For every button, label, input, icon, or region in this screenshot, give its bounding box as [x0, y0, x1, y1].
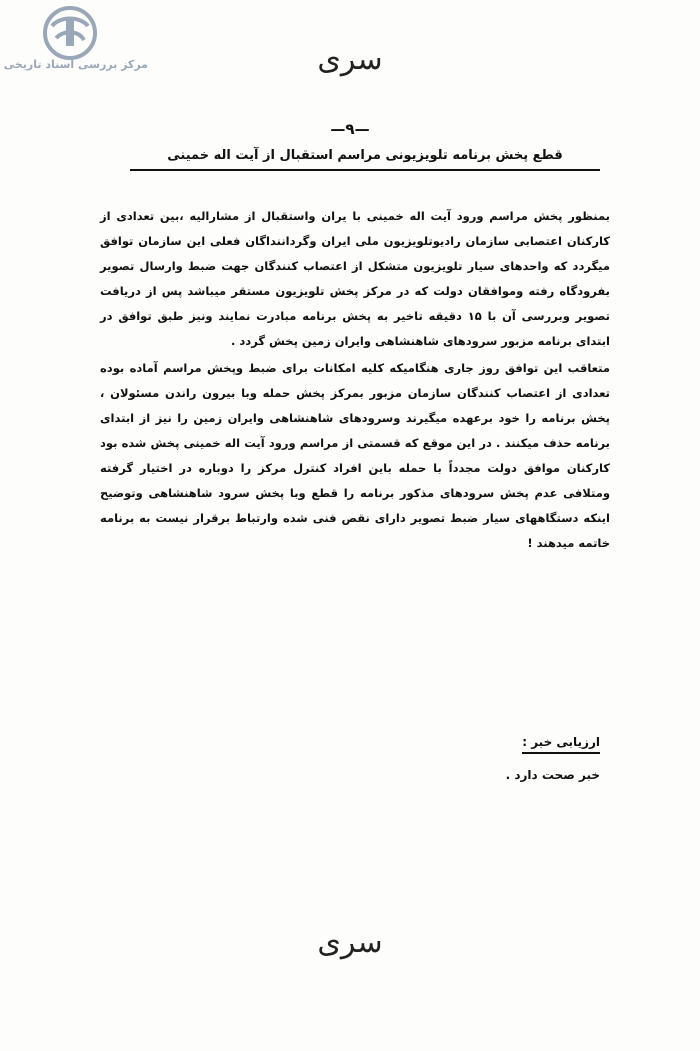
classification-top: سری	[317, 42, 383, 77]
document-body	[100, 204, 610, 556]
evaluation-heading: ارزیابی خبر :	[522, 735, 600, 754]
document-title: قطع پخش برنامه تلویزیونی مراسم استقبال از آیت اله خمینی	[130, 148, 600, 171]
evaluation-value: خبر صحت دارد .	[505, 768, 600, 782]
classification-bottom: سری	[317, 925, 383, 960]
body-paragraph-1: بمنظور پخش مراسم ورود آیت اله خمینی با یران واستقبال از مشارالیه ،بین تعدادی از کارکنان اعتصابی سازمان رادیوتلویزیون ملی ایران وگرداننداگان فعلی این سازمان توافق میگردد که واحدهای سیار تلویزیون متشکل از اعتصاب کنندگان جهت ضبط وارسال تصویر بفرودگاه رفته وموافقان دولت که در مرکز پخش تلویزیون مستقر میباشد پس از دریافت تصویر وبررسی آن با ۱۵ دقیقه تاخیر به پخش برنامه مبادرت نمایند ونیز طبق توافق در ابتدای برنامه مزبور سرودهای شاهنشاهی وایران زمین پخش گردد .	[100, 209, 610, 348]
evaluation-block	[380, 735, 600, 782]
document-number: —۹—	[330, 120, 370, 138]
watermark-text: مرکز بررسی اسناد تاریخی	[3, 58, 148, 71]
body-paragraph-2: متعاقب این توافق روز جاری هنگامیکه کلیه امکانات برای ضبط وپخش مراسم آماده بوده تعدادی از اعتصاب کنندگان سازمان مزبور بمرکز پخش حمله وبا بیرون راندن مسئولان ، پخش برنامه را خود برعهده میگیرند وسرودهای شاهنشاهی وایران زمین را نیز از ابتدای برنامه حذف میکنند . در این موقع که قسمتی از مراسم ورود آیت اله خمینی پخش شده بود کارکنان موافق دولت مجدداً با حمله باین افراد کنترل مرکز را دوباره در اختیار گرفته ومتلافی عدم پخش سرودهای مذکور برنامه را قطع وبا پخش سرود شاهنشاهی وتوضیح اینکه دستگاههای سیار ضبط تصویر دارای نقص فنی شده وارتباط برقرار نیست به برنامه خاتمه میدهند !	[100, 361, 610, 550]
